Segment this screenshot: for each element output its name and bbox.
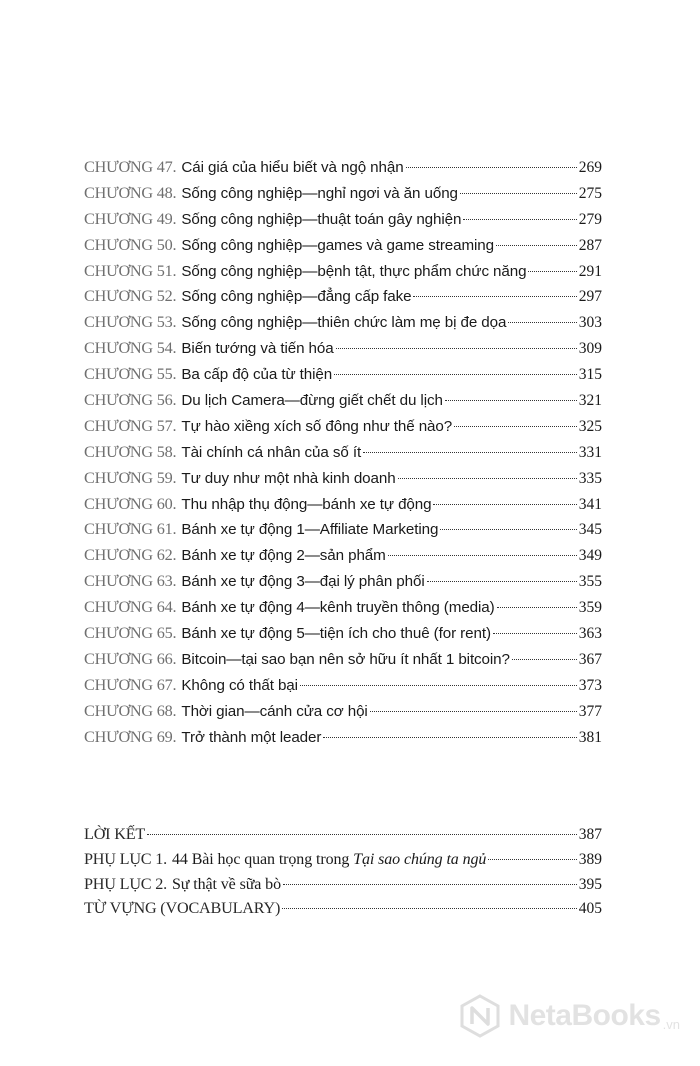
chapter-title: Sống công nghiệp—nghỉ ngơi và ăn uống [181, 184, 458, 202]
page-number: 335 [578, 469, 602, 487]
dot-leader [512, 659, 577, 660]
chapter-title: Sống công nghiệp—bệnh tật, thực phẩm chức năng [181, 262, 527, 280]
chapter-label: CHƯƠNG 49. [84, 209, 177, 228]
watermark-brand: NetaBooks [508, 999, 661, 1032]
chapter-title: Bánh xe tự động 3—đại lý phân phối [181, 573, 425, 591]
toc-entry [84, 517, 602, 543]
dot-leader [363, 452, 577, 453]
chapter-label: CHƯƠNG 54. [84, 339, 177, 358]
watermark-tld: .vn [662, 1017, 680, 1032]
section-label: LỜI KẾT [84, 825, 146, 843]
toc-entry [84, 155, 602, 181]
toc-entry [84, 673, 602, 699]
dot-leader [147, 834, 577, 835]
page-number: 303 [578, 314, 602, 332]
dot-leader [488, 859, 576, 860]
dot-leader [463, 219, 576, 220]
toc-entry [84, 207, 602, 233]
toc-entry [84, 414, 602, 440]
chapter-label: CHƯƠNG 51. [84, 261, 177, 280]
page-number: 395 [578, 875, 602, 893]
page-number: 363 [578, 625, 602, 643]
toc-entry [84, 181, 602, 207]
section-label: PHỤ LỤC 2. [84, 874, 167, 893]
chapter-title: Tự hào xiềng xích số đông như thế nào? [181, 417, 453, 435]
dot-leader [282, 908, 577, 909]
section-title: Sự thật về sữa bò [172, 875, 281, 893]
chapter-title: Thời gian—cánh cửa cơ hội [181, 702, 368, 720]
chapter-label: CHƯƠNG 56. [84, 391, 177, 410]
chapter-title: Sống công nghiệp—đẳng cấp fake [181, 288, 412, 306]
toc-chapter-list [84, 155, 602, 750]
chapter-title: Bánh xe tự động 5—tiện ích cho thuê (for rent) [181, 625, 491, 643]
dot-leader [460, 193, 577, 194]
page-number: 345 [578, 521, 602, 539]
dot-leader [427, 581, 577, 582]
chapter-title: Cái giá của hiểu biết và ngộ nhận [181, 159, 404, 176]
chapter-label: CHƯƠNG 53. [84, 313, 177, 332]
page-number: 321 [578, 392, 602, 410]
toc-entry [84, 699, 602, 725]
chapter-label: CHƯƠNG 65. [84, 624, 177, 643]
chapter-title: Bitcoin—tại sao bạn nên sở hữu ít nhất 1 bitcoin? [181, 650, 510, 668]
chapter-title: Tư duy như một nhà kinh doanh [181, 469, 396, 487]
page-number: 309 [578, 340, 602, 358]
chapter-title: Du lịch Camera—đừng giết chết du lịch [181, 392, 443, 410]
chapter-title: Bánh xe tự động 1—Affiliate Marketing [181, 521, 439, 539]
toc-entry-appendix-1 [84, 847, 602, 872]
page-number: 405 [578, 900, 602, 918]
page-number: 325 [578, 417, 602, 435]
section-title-text: 44 Bài học quan trọng trong [172, 850, 354, 868]
dot-leader [300, 685, 577, 686]
toc-entry [84, 621, 602, 647]
chapter-title: Sống công nghiệp—games và game streaming [181, 236, 495, 254]
page-number: 377 [578, 702, 602, 720]
chapter-title: Sống công nghiệp—thiên chức làm mẹ bị đe dọa [181, 314, 507, 332]
page-number: 381 [578, 728, 602, 746]
book-title-italic: Tại sao chúng ta ngủ [353, 850, 487, 868]
toc-entry [84, 336, 602, 362]
toc-entry-vocabulary [84, 896, 602, 921]
section-title [172, 848, 486, 873]
page-number: 355 [578, 573, 602, 591]
chapter-label: CHƯƠNG 55. [84, 365, 177, 384]
chapter-title: Bánh xe tự động 4—kênh truyền thông (media) [181, 599, 495, 617]
page-number: 275 [578, 184, 602, 202]
dot-leader [433, 504, 576, 505]
dot-leader [496, 245, 577, 246]
dot-leader [508, 322, 576, 323]
toc-entry-epilogue [84, 822, 602, 847]
chapter-label: CHƯƠNG 68. [84, 701, 177, 720]
chapter-title: Ba cấp độ của từ thiện [181, 366, 333, 384]
section-label: TỪ VỰNG (VOCABULARY) [84, 899, 281, 918]
page-number: 359 [578, 599, 602, 617]
chapter-label: CHƯƠNG 64. [84, 598, 177, 617]
toc-entry [84, 466, 602, 492]
chapter-title: Trở thành một leader [181, 728, 322, 746]
chapter-label: CHƯƠNG 57. [84, 416, 177, 435]
page-number: 387 [578, 826, 602, 843]
dot-leader [445, 400, 577, 401]
dot-leader [370, 711, 577, 712]
page-number: 367 [578, 650, 602, 668]
chapter-label: CHƯƠNG 58. [84, 442, 177, 461]
toc-entry [84, 492, 602, 518]
chapter-label: CHƯƠNG 61. [84, 520, 177, 539]
page-number: 349 [578, 547, 602, 565]
page-number: 341 [578, 495, 602, 513]
chapter-title: Tài chính cá nhân của số ít [181, 443, 362, 461]
chapter-label: CHƯƠNG 60. [84, 494, 177, 513]
page-number: 315 [578, 366, 602, 384]
toc-entry [84, 647, 602, 673]
toc-entry [84, 543, 602, 569]
toc-entry [84, 233, 602, 259]
toc-entry [84, 569, 602, 595]
dot-leader [388, 555, 577, 556]
chapter-label: CHƯƠNG 63. [84, 572, 177, 591]
dot-leader [413, 296, 576, 297]
toc-entry [84, 310, 602, 336]
watermark [458, 994, 680, 1038]
page-number: 297 [578, 288, 602, 306]
toc-entry [84, 259, 602, 285]
dot-leader [497, 607, 577, 608]
toc-entry [84, 284, 602, 310]
toc-entry [84, 725, 602, 751]
chapter-label: CHƯƠNG 69. [84, 727, 177, 746]
toc-entry-appendix-2 [84, 872, 602, 897]
page-number: 287 [578, 236, 602, 254]
dot-leader [283, 884, 577, 885]
chapter-label: CHƯƠNG 59. [84, 468, 177, 487]
chapter-label: CHƯƠNG 67. [84, 675, 177, 694]
dot-leader [454, 426, 577, 427]
toc-entry [84, 388, 602, 414]
chapter-label: CHƯƠNG 52. [84, 287, 177, 306]
toc-entry [84, 440, 602, 466]
chapter-title: Sống công nghiệp—thuật toán gây nghiện [181, 210, 462, 228]
chapter-label: CHƯƠNG 62. [84, 546, 177, 565]
page-number: 291 [578, 262, 602, 280]
page-number: 389 [578, 850, 602, 868]
section-label: PHỤ LỤC 1. [84, 849, 167, 868]
chapter-title: Biến tướng và tiến hóa [181, 340, 334, 358]
dot-leader [440, 529, 576, 530]
dot-leader [493, 633, 577, 634]
dot-leader [398, 478, 577, 479]
toc-back-matter [84, 822, 602, 921]
dot-leader [336, 348, 577, 349]
chapter-label: CHƯƠNG 48. [84, 183, 177, 202]
dot-leader [334, 374, 577, 375]
dot-leader [528, 271, 576, 272]
page-number: 279 [578, 210, 602, 228]
page-number: 373 [578, 676, 602, 694]
page-number: 269 [578, 159, 602, 176]
dot-leader [323, 737, 576, 738]
chapter-title: Thu nhập thụ động—bánh xe tự động [181, 495, 432, 513]
dot-leader [406, 167, 577, 168]
chapter-label: CHƯƠNG 66. [84, 649, 177, 668]
neta-logo-icon [458, 994, 502, 1038]
page-number: 331 [578, 443, 602, 461]
chapter-title: Bánh xe tự động 2—sản phẩm [181, 547, 386, 565]
chapter-label: CHƯƠNG 47. [84, 158, 177, 176]
toc-entry [84, 362, 602, 388]
toc-entry [84, 595, 602, 621]
chapter-label: CHƯƠNG 50. [84, 235, 177, 254]
chapter-title: Không có thất bại [181, 676, 298, 694]
